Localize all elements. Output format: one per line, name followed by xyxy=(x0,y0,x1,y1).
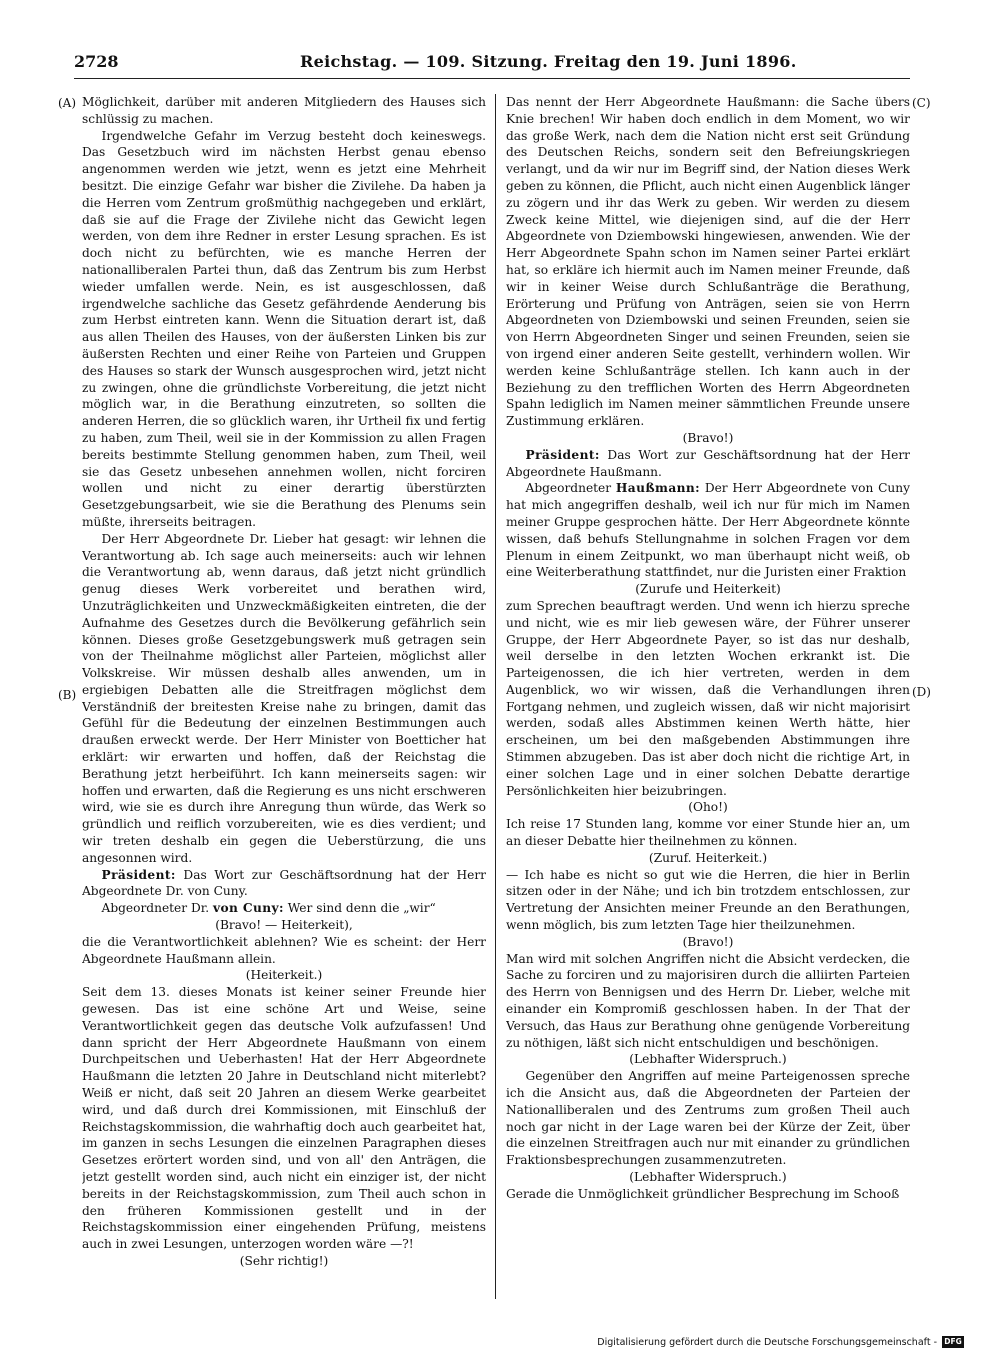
margin-mark-b: (B) xyxy=(58,688,77,702)
interjection: (Zurufe und Heiterkeit) xyxy=(635,582,781,597)
paragraph: Seit dem 13. dieses Monats ist keiner seiner Freunde hier gewesen. Das ist eine schöne Art und Weise, seine Verantwortlichkeit gegen das deutsche Volk aufzufassen! Und dann spricht der Herr Abgeordnete Haußmann von einem Durchpeitschen und Ueberhasten! Hat der Herr Abgeordnete Haußmann die letzten 20 Jahre in Deutschland nicht miterlebt? Weiß er nicht, daß seit 20 Jahren an diesem Werke gearbeitet wird, und daß durch drei Kommissionen, mit Einschluß der Reichstagskommission, die wahrhaftig doch auch gearbeitet hat, im ganzen in sechs Lesungen die einzelnen Paragraphen dieses Gesetzes erörtert worden sind, und von all' den Anträgen, die jetzt gestellt worden sind, auch nicht ein einziger ist, der nicht bereits in der Reichstagskommission, zum Theil auch schon in den früheren Kommissionen gestellt und in der Reichstagskommission einer eingehenden Prüfung, meistens auch in zwei Lesungen, unterzogen worden wäre —?! xyxy=(82,985,486,1252)
speaker-name: Präsident: xyxy=(101,867,176,882)
interjection: (Bravo!) xyxy=(682,934,734,949)
paragraph: die die Verantwortlichkeit ablehnen? Wie es scheint: der Herr Abgeordnete Haußmann allein. xyxy=(82,934,486,966)
speaker-name: von Cuny: xyxy=(212,901,284,916)
speaker-title: Abgeordneter Dr. xyxy=(101,901,213,916)
speech-entry xyxy=(82,867,486,901)
interjection: (Heiterkeit.) xyxy=(245,968,323,983)
speech-entry xyxy=(506,447,910,481)
speech-text: Das Wort zur Geschäftsordnung hat der Herr Abgeordnete Dr. von Cuny. xyxy=(82,867,486,899)
page-header xyxy=(74,52,910,74)
header-rule xyxy=(74,78,910,79)
running-head: Reichstag. — 109. Sitzung. Freitag den 19. Juni 1896. xyxy=(300,52,797,71)
left-column xyxy=(82,94,486,1299)
speaker-name: Haußmann: xyxy=(615,481,701,496)
paragraph: Gerade die Unmöglichkeit gründlicher Besprechung im Schooß xyxy=(506,1186,900,1201)
paragraph: zum Sprechen beauftragt werden. Und wenn ich hierzu spreche und nicht, wie es mir lieb gewesen wäre, der Führer unserer Gruppe, der Herr Abgeordnete Payer, so ist das nur deshalb, weil derselbe in den letzten Wochen erkrankt ist. Die Parteigenossen, die ich hier vertreten, werden in dem Augenblick, wo wir wissen, daß die Verhandlungen ihren Fortgang nehmen, und zugleich wissen, daß wir nicht majorisirt werden, sodaß alles Abstimmen keinen Werth hätte, hier erscheinen, um bei den maßgebenden Abstimmungen ihre Stimmen abzugeben. Das ist aber doch nicht die richtige Art, in einer solchen Lage und in einer solchen Debatte derartige Persönlichkeiten hier beizubringen. xyxy=(506,598,910,798)
paragraph: Man wird mit solchen Angriffen nicht die Absicht verdecken, die Sache zu forciren und zu majorisiren durch die alliirten Parteien des Herrn von Bennigsen und des Herrn Dr. Lieber, welche mit einander ein Kompromiß geschlossen haben. In der That der Versuch, das Haus zur Berathung ohne genügende Vorbereitung zu nöthigen, läßt sich nicht entschuldigen und beschönigen. xyxy=(506,951,910,1050)
speech-text: Der Herr Abgeordnete von Cuny hat mich angegriffen deshalb, weil ich nur für mich im Namen meiner Gruppe gesprochen hätte. Der Herr Abgeordnete könnte wissen, daß behufs Stellungnahme in solchen Fragen vor dem Plenum in einem Zeitpunkt, wo man überhaupt nicht weiß, ob eine Weiterberathung stattfindet, nur die Juristen einer Fraktion xyxy=(506,481,910,580)
margin-mark-c: (C) xyxy=(912,96,931,110)
credit-text: Digitalisierung gefördert durch die Deutsche Forschungsgemeinschaft - xyxy=(597,1336,937,1348)
paragraph: Irgendwelche Gefahr im Verzug besteht doch keineswegs. Das Gesetzbuch wird im nächsten Herbst genau ebenso angenommen werden wie jetzt, wenn es jetzt eine Mehrheit besitzt. Die einzige Gefahr war bisher die Zivilehe. Da haben ja die Herren vom Zentrum großmüthig nachgegeben und erklärt, daß sie auf die Frage der Zivilehe nicht das Gewicht legen werden, von dem ihre Redner in erster Lesung sprachen. Es ist doch nicht zu befürchten, wie es manche Herren der nationalliberalen Partei thun, daß das Zentrum bis zum Herbst wieder umfallen werde. Nein, es ist ausgeschlossen, daß irgendwelche sachliche das Gesetz gefährdende Aenderung bis zum Herbst eintreten kann. Wenn die Situation derart ist, daß aus allen Theilen des Hauses, von der äußersten Linken bis zur äußersten Rechten und einer Reihe von Parteien und Gruppen des Hauses so stark der Wunsch ausgesprochen wird, jetzt nicht zu zwingen, ohne die gründlichste Vorbereitung, die jetzt nicht möglich war, in die Berathung einzutreten, so sollten die anderen Herren, die so glücklich waren, ihr Urtheil fix und fertig zu haben, zum Theil, weil sie in der Kommission zu allen Fragen bereits bestimmte Stellung genommen haben, zum Theil, weil sie das Gesetz unbesehen annehmen wollen, nicht forciren wollen und nicht zu einer derartig überstürzten Gesetzgebungsarbeit, wie sie die Berathung des Plenums sein müßte, ihrerseits beitragen. xyxy=(82,128,486,529)
interjection: (Bravo! — Heiterkeit), xyxy=(215,918,353,933)
dfg-logo-icon: DFG xyxy=(942,1336,964,1348)
interjection: (Oho!) xyxy=(688,800,728,815)
paragraph: Gegenüber den Angriffen auf meine Parteigenossen spreche ich die Ansicht aus, daß die Abgeordneten der Parteien der Nationalliberalen und des Zentrums zum großen Theil auch noch gar nicht in der Lage waren bei der Kürze der Zeit, über die einzelnen Streitfragen auch nur mit einander zu gründlichen Fraktionsbesprechungen zusammenzutreten. xyxy=(506,1069,910,1168)
interjection: (Zuruf. Heiterkeit.) xyxy=(648,850,768,865)
interjection: (Sehr richtig!) xyxy=(239,1253,329,1268)
speech-entry xyxy=(82,900,486,917)
speech-entry xyxy=(506,480,910,581)
digitization-credit xyxy=(597,1334,964,1350)
speaker-title: Abgeordneter xyxy=(525,481,616,496)
paragraph: Das nennt der Herr Abgeordnete Haußmann: die Sache übers Knie brechen! Wir haben doch endlich in dem Moment, wo wir das große Werk, nach dem die Nation nicht erst seit Gründung des Deutschen Reichs, sondern seit den Befreiungskriegen verlangt, und da wir nur im Begriff sind, der Nation dieses Werk geben zu können, die Pflicht, auch nicht einen Augenblick länger zu zögern und ihr das Werk zu geben. Wir werden zu diesem Zweck keine Mittel, wie diejenigen sind, auf die der Herr Abgeordnete von Dziembowski hingewiesen, anwenden. Wie der Herr Abgeordnete Spahn schon im Namen seiner Partei erklärt hat, so erkläre ich hiermit auch im Namen meiner Freunde, daß wir in keiner Weise durch Schlußanträge die Berathung, Erörterung und Prüfung von Anträgen, seien sie von Herrn Abgeordneten von Dziembowski und seinen Freunden, seien sie von Herrn Abgeordneten Singer und seinen Freunden, seien sie von irgend einer anderen Seite gestellt, verhindern wollen. Wir werden keine Schlußanträge stellen. Ich kann auch in der Beziehung zu den trefflichen Worten des Herrn Abgeordneten Spahn lediglich im Namen meiner sämmtlichen Freunde unsere Zustimmung erklären. xyxy=(506,95,910,429)
speech-text: Das Wort zur Geschäftsordnung hat der Herr Abgeordnete Haußmann. xyxy=(506,447,910,479)
paragraph: Ich reise 17 Stunden lang, komme vor einer Stunde hier an, um an dieser Debatte hier theilnehmen zu können. xyxy=(506,817,910,849)
speaker-name: Präsident: xyxy=(525,447,600,462)
interjection: (Lebhafter Widerspruch.) xyxy=(629,1052,787,1067)
interjection: (Bravo!) xyxy=(682,430,734,445)
column-rule xyxy=(495,94,496,1299)
speech-text: Wer sind denn die „wir“ xyxy=(283,901,436,916)
paragraph: Der Herr Abgeordnete Dr. Lieber hat gesagt: wir lehnen die Verantwortung ab. Ich sage auch meinerseits: auch wir lehnen die Verantwortung ab, wenn daraus, daß jetzt nicht gründlich genug dieses Werk vorbereitet und berathen wird, Unzuträglichkeiten und Unzweckmäßigkeiten eintreten, die der Aufnahme des Gesetzes durch die Bevölkerung gefährlich sein können. Dieses große Gesetzgebungswerk muß getragen sein von der Theilnahme möglichst aller Parteien, möglichst aller Volkskreise. Wir müssen deshalb alles anwenden, um in ergiebigen Debatten alle die Streitfragen möglichst dem Verständniß der breitesten Kreise nahe zu bringen, damit das Gefühl für die Bedeutung der einzelnen Bestimmungen auch draußen erweckt werde. Der Herr Minister von Boetticher hat erklärt: wir erwarten und hoffen, daß der Reichstag die Berathung jetzt herbeiführt. Ich kann meinerseits sagen: wir hoffen und erwarten, daß die Regierung es uns nicht erschweren wird, wie sie es durch ihre Anregung thun würde, das Werk so gründlich und reiflich vorzubereiten, wie es dies verdient; und wir treten deshalb ein gegen die Ueberstürzung, die uns angesonnen wird. xyxy=(82,531,486,865)
right-column xyxy=(506,94,910,1299)
margin-mark-a: (A) xyxy=(58,96,77,110)
interjection: (Lebhafter Widerspruch.) xyxy=(629,1170,787,1184)
margin-mark-d: (D) xyxy=(912,685,931,699)
page-number: 2728 xyxy=(74,52,119,71)
paragraph: — Ich habe es nicht so gut wie die Herren, die hier in Berlin sitzen oder in der Nähe; und ich bin trotzdem entschlossen, zur Vertretung der Ansichten meiner Freunde an den Berathungen, wenn möglich, bis zum letzten Tage hier theilzunehmen. xyxy=(506,867,910,933)
paragraph: Möglichkeit, darüber mit anderen Mitgliedern des Hauses sich schlüssig zu machen. xyxy=(82,95,486,126)
